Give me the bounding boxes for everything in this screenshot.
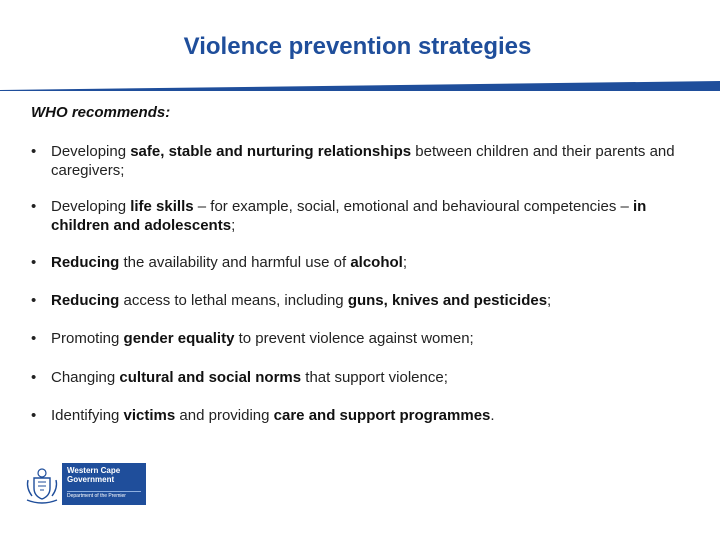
bullet-icon: • — [31, 198, 37, 215]
bullet-icon: • — [31, 254, 37, 271]
bullet-icon: • — [31, 143, 37, 160]
bullet-icon: • — [31, 369, 37, 386]
bullet-icon: • — [31, 292, 37, 309]
logo-wordmark: Western Cape Government Department of the Premier — [62, 463, 146, 505]
western-cape-government-logo — [24, 463, 149, 505]
list-item: • Reducing the availability and harmful use of alcohol; — [31, 254, 407, 271]
bullet-icon: • — [31, 407, 37, 424]
list-item: • Identifying victims and providing care and support programmes. — [31, 407, 495, 424]
list-item: • Developing safe, stable and nurturing relationships between children and their parents and caregivers; — [31, 143, 675, 179]
logo-divider — [67, 491, 141, 492]
title-divider — [0, 81, 720, 91]
slide-title: Violence prevention strategies — [183, 33, 532, 60]
list-item: • Changing cultural and social norms that support violence; — [31, 369, 448, 386]
subtitle: WHO recommends: — [31, 104, 171, 121]
list-item: • Promoting gender equality to prevent violence against women; — [31, 330, 474, 347]
list-item: • Reducing access to lethal means, including guns, knives and pesticides; — [31, 292, 552, 309]
bullet-icon: • — [31, 330, 37, 347]
list-item: • Developing life skills – for example, social, emotional and behavioural competencies – in children and adolescents; — [31, 198, 647, 234]
coat-of-arms-icon — [24, 464, 60, 504]
strategy-list — [31, 142, 691, 425]
